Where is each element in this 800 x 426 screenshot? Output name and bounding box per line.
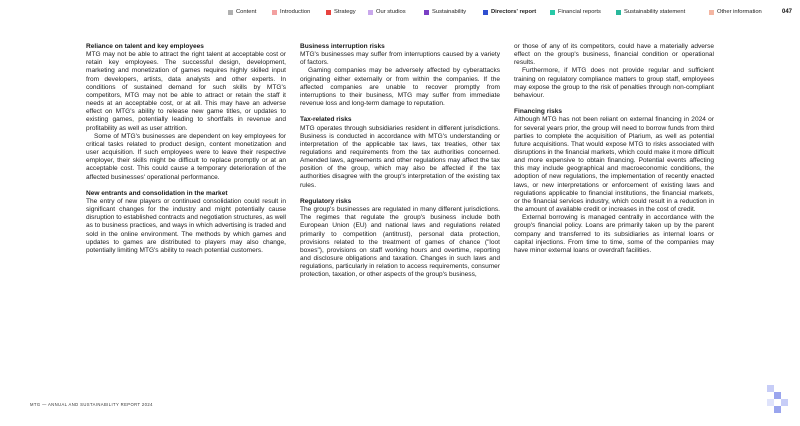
nav-label: Directors' report <box>491 9 537 15</box>
decorative-squares-logo <box>767 385 795 413</box>
section-heading: Regulatory risks <box>300 197 352 205</box>
section-heading: Business interruption risks <box>300 43 385 50</box>
nav-color-square <box>272 10 277 15</box>
section-heading: New entrants and consolidation in the market <box>86 189 228 197</box>
body-paragraph: Gaming companies may be adversely affected by cyberattacks originating either externally or from within the companies. If the affected companies are unable to recover promptly from interruptions to their business, MTG may suffer from immediate revenue loss and long-term damage to reputation. <box>300 67 500 108</box>
nav-color-square <box>424 10 429 15</box>
body-paragraph: Although MTG has not been reliant on external financing in 2024 or for several years prior, the group will need to borrow funds from third parties to complete the acquisition of Plarium, as well as potential future acquisitions. That would expose MTG to risks associated with disruptions in the financial markets, which could make it more difficult and more expensive to obtain financing. Potential events affecting this may include geographical and macroeconomic conditions, the adoption of new regulations, the implementation of recently enacted laws, or new interpretations or enforcement of existing laws and regulations applicable to financial institutions, the financial markets, or the financial services industry, which could result in a reduction in the amount of available credit or increases in the cost of credit. <box>514 116 715 214</box>
section-gap <box>300 190 500 198</box>
nav-color-square <box>616 10 621 15</box>
nav-our-studios[interactable] <box>368 9 406 15</box>
section-gap <box>514 100 714 108</box>
deco-square <box>781 399 788 406</box>
body-paragraph: or those of any of its competitors, could have a materially adverse effect on the group's business, financial condition or operational results. <box>514 43 714 67</box>
body-paragraph: MTG's businesses may suffer from interruptions caused by a variety of factors. <box>300 51 500 67</box>
nav-color-square <box>483 10 488 15</box>
deco-square <box>767 385 774 392</box>
nav-color-square <box>368 10 373 15</box>
text-column-3 <box>514 43 714 255</box>
nav-financial-reports[interactable] <box>550 9 601 15</box>
section-heading: Financing risks <box>514 108 563 116</box>
nav-label: Our studios <box>376 9 406 15</box>
page-number: 047 <box>782 9 793 15</box>
nav-content[interactable] <box>228 9 256 15</box>
section-heading: Reliance on talent and key employees <box>86 43 204 50</box>
nav-directors-report[interactable] <box>483 9 536 15</box>
body-paragraph: External borrowing is managed centrally in accordance with the group's financial policy. Loans are primarily taken up by the parent company and transferred to its subsidiaries as internal loans or capital injections. From time to time, some of the companies may have minor external loans or overdraft facilities. <box>514 214 714 254</box>
text-column-1 <box>86 43 286 255</box>
nav-label: Sustainability <box>432 9 467 15</box>
nav-label: Content <box>236 9 257 15</box>
nav-color-square <box>709 10 714 15</box>
body-paragraph: Furthermore, if MTG does not provide regular and sufficient training on regulatory compliance matters to group staff, employees may expose the group to the risk of penalties through non-compliant behaviour. <box>514 67 714 99</box>
section-gap <box>86 182 286 190</box>
deco-square <box>767 399 774 406</box>
section-heading: Tax-related risks <box>300 116 352 124</box>
nav-label: Financial reports <box>558 9 601 15</box>
deco-square <box>774 392 781 399</box>
nav-label: Strategy <box>334 9 356 15</box>
nav-sustainability[interactable] <box>424 9 466 15</box>
footer-report-title: MTG — ANNUAL AND SUSTAINABILITY REPORT 2024 <box>30 402 153 407</box>
section-gap <box>300 108 500 116</box>
nav-label: Sustainability statement <box>624 9 686 15</box>
text-column-2 <box>300 43 500 280</box>
body-paragraph: The entry of new players or continued consolidation could result in significant changes for the industry and might potentially cause disruption to established contracts and negotiation structures, as well as to business practices, and ways in which advertising is traded and sold in the online environment. The methods by which games and updates to games are distributed to players may also change, potentially limiting MTG's ability to reach potential customers. <box>86 197 286 254</box>
top-navigation <box>0 9 800 21</box>
nav-color-square <box>228 10 233 15</box>
nav-other-information[interactable] <box>709 9 762 15</box>
nav-color-square <box>550 10 555 15</box>
body-paragraph: Some of MTG's businesses are dependent on key employees for critical tasks related to product design, content monetization and user acquisition. If such employees were to leave their respective employer, their skills might be difficult to replace promptly or at an acceptable cost. This could cause a temporary deterioration of the affected businesses' operational performance. <box>86 132 286 181</box>
nav-sustainability-statement[interactable] <box>616 9 685 15</box>
nav-introduction[interactable] <box>272 9 310 15</box>
deco-square <box>774 406 781 413</box>
body-paragraph: MTG may not be able to attract the right talent at acceptable cost or retain key employees. The successful design, development, marketing and monetization of games requires highly skilled input from developers, artists, data analysts and other experts. In conditions of sustained demand for such skills by MTG's competitors, MTG may not be able to attract or retain the staff it needs at an acceptable cost, or at all. This may have an adverse effect on MTG's ability to release new game titles, or updates to existing games, potentially leading to shortfalls in revenue and profitability as well as user attrition. <box>86 51 286 132</box>
nav-strategy[interactable] <box>326 9 356 15</box>
nav-label: Other information <box>717 9 762 15</box>
nav-color-square <box>326 10 331 15</box>
body-paragraph: MTG operates through subsidiaries resident in different jurisdictions. Business is conducted in accordance with MTG's understanding or interpretation of the applicable tax laws, tax treaties, other tax regulations and requirements from the tax authorities concerned. Amended laws, agreements and other regulations may affect the tax position of the group, which may also be affected if the tax authorities disagree with the group's interpretation of the existing tax rules. <box>300 124 500 189</box>
nav-label: Introduction <box>280 9 311 15</box>
body-paragraph: The group's businesses are regulated in many different jurisdictions. The regimes that regulate the group's business include both European Union (EU) and national laws and regulations related primarily to competition (antitrust), personal data protection, provisions related to the treatment of games of chance ("loot boxes"), provisions on staff working hours and overtime, reporting and disclosure obligations and taxation. Changes in such laws and regulations, particularly in relation to access requirements, consumer protection, taxation, or other aspects of the group's business, <box>300 206 500 279</box>
